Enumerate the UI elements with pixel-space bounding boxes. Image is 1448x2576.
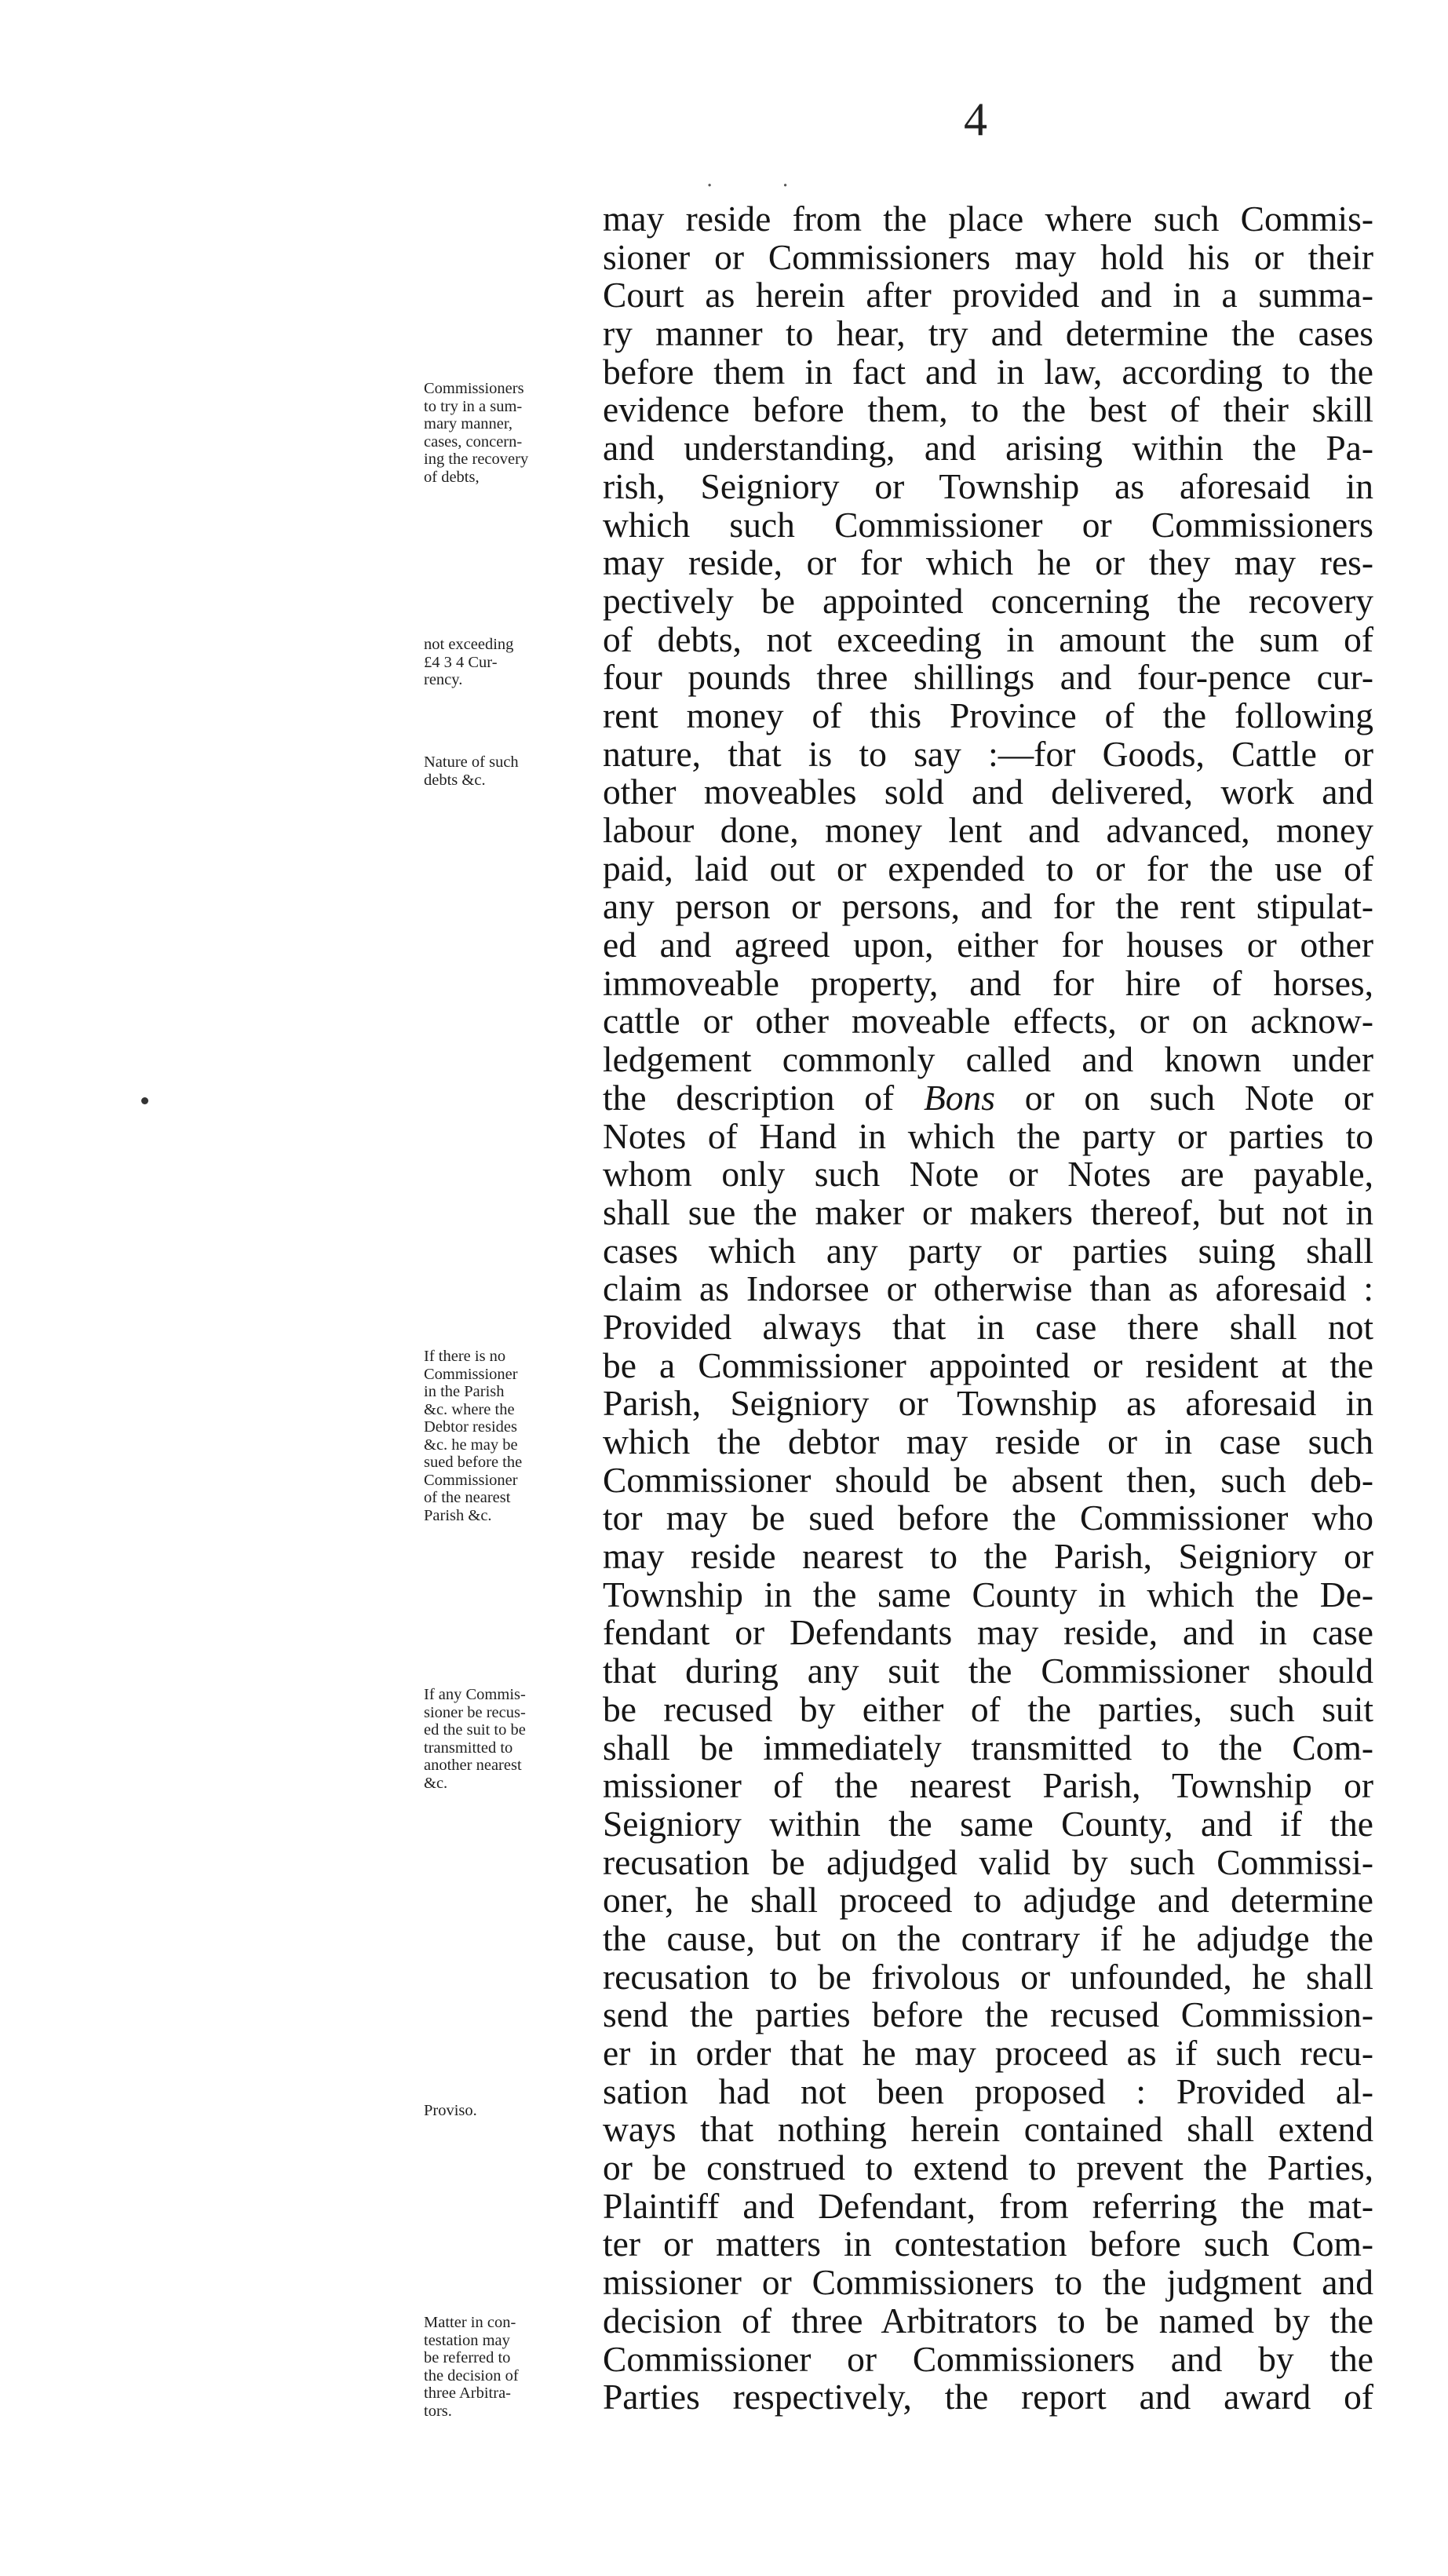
margin-note-line: If any Commis-: [424, 1686, 526, 1703]
margin-note-nature-of-debts: [424, 753, 585, 789]
text-line: ledgement commonly called and known under: [603, 1039, 1373, 1080]
ink-speck: [141, 1097, 148, 1104]
text-line: oner, he shall proceed to adjudge and determine: [603, 1880, 1373, 1921]
text-line: that during any suit the Commissioner should: [603, 1651, 1373, 1691]
margin-note-line: transmitted to: [424, 1739, 513, 1757]
text-line: Township in the same County in which the De-: [603, 1574, 1373, 1615]
text-line: paid, laid out or expended to or for the use of: [603, 848, 1373, 888]
text-fragment: the description of: [603, 1077, 924, 1118]
margin-note-not-exceeding: [424, 636, 585, 689]
text-line: whom only such Note or Notes are payable,: [603, 1154, 1373, 1195]
text-line: immoveable property, and for hire of horses,: [603, 962, 1373, 1003]
text-line: which such Commissioner or Commissioners: [603, 504, 1373, 545]
margin-note-line: the decision of: [424, 2366, 519, 2384]
text-line: four pounds three shillings and four-pence cur-: [603, 657, 1373, 698]
text-line: Plaintiff and Defendant, from referring the mat-: [603, 2185, 1373, 2226]
margin-note-line: be referred to: [424, 2349, 511, 2366]
margin-note-line: testation may: [424, 2331, 510, 2349]
text-line: may reside, or for which he or they may res-: [603, 542, 1373, 583]
italic-term: Bons: [923, 1077, 995, 1118]
text-line: er in order that he may proceed as if such recu-: [603, 2033, 1373, 2073]
text-line: shall sue the maker or makers thereof, but not in: [603, 1191, 1373, 1232]
margin-note-line: of debts,: [424, 468, 480, 486]
margin-note-recused-commissioner: [424, 1686, 585, 1792]
text-line: nature, that is to say :—for Goods, Cattle or: [603, 733, 1373, 774]
margin-note-line: cases, concern-: [424, 432, 523, 451]
margin-note-line: in the Parish: [424, 1383, 505, 1400]
margin-note-line: not exceeding: [424, 636, 514, 653]
margin-note-line: mary manner,: [424, 415, 513, 432]
text-line: sioner or Commissioners may hold his or their: [603, 236, 1373, 277]
text-line: fendant or Defendants may reside, and in case: [603, 1612, 1373, 1653]
margin-note-line: Commissioners: [424, 380, 524, 397]
margin-note-line: ing the recovery: [424, 451, 529, 468]
text-line: evidence before them, to the best of their skill: [603, 389, 1373, 430]
text-line: send the parties before the recused Commission-: [603, 1994, 1373, 2035]
margin-note-line: three Arbitra-: [424, 2384, 511, 2402]
margin-note-line: £4 3 4 Cur-: [424, 653, 498, 671]
margin-note-line: rency.: [424, 671, 463, 688]
text-line: Notes of Hand in which the party or parties to: [603, 1115, 1373, 1156]
text-line: Court as herein after provided and in a summa-: [603, 275, 1373, 316]
margin-note-line: Matter in con-: [424, 2314, 516, 2331]
text-line: which the debtor may reside or in case such: [603, 1421, 1373, 1461]
text-line: cases which any party or parties suing shall: [603, 1230, 1373, 1271]
text-line: Commissioner should be absent then, such deb-: [603, 1459, 1373, 1500]
text-line: rent money of this Province of the following: [603, 695, 1373, 735]
text-line: Seigniory within the same County, and if the: [603, 1803, 1373, 1844]
text-line: and understanding, and arising within the Pa-: [603, 428, 1373, 469]
text-line: tor may be sued before the Commissioner who: [603, 1498, 1373, 1538]
margin-note-arbitrators: [424, 2314, 585, 2420]
text-line: ways that nothing herein contained shall extend: [603, 2109, 1373, 2150]
text-line: Parish, Seigniory or Township as aforesaid in: [603, 1383, 1373, 1424]
text-line: before them in fact and in law, according to the: [603, 351, 1373, 392]
margin-note-line: Parish &c.: [424, 1506, 492, 1524]
text-line: Provided always that in case there shall not: [603, 1306, 1373, 1347]
print-specks: · ·: [706, 174, 820, 198]
text-line: missioner of the nearest Parish, Township or: [603, 1765, 1373, 1806]
text-line: claim as Indorsee or otherwise than as aforesaid :: [603, 1268, 1373, 1309]
main-text-column: [603, 200, 1373, 2417]
margin-note-line: debts &c.: [424, 771, 486, 789]
text-line: ed and agreed upon, either for houses or other: [603, 925, 1373, 965]
text-line: labour done, money lent and advanced, money: [603, 810, 1373, 850]
margin-note-line: Debtor resides: [424, 1418, 517, 1436]
text-line: rish, Seigniory or Township as aforesaid in: [603, 465, 1373, 506]
text-line: [603, 1079, 1373, 1118]
text-line: ry manner to hear, try and determine the cases: [603, 313, 1373, 354]
margin-note-proviso: [424, 2102, 585, 2120]
margin-note-line: Commissioner: [424, 1365, 518, 1383]
margin-note-line: &c. he may be: [424, 1436, 518, 1454]
text-line: cattle or other moveable effects, or on acknow-: [603, 1001, 1373, 1042]
text-line: Commissioner or Commissioners and by the: [603, 2338, 1373, 2379]
margin-note-line: to try in a sum-: [424, 397, 523, 415]
margin-note-line: another nearest: [424, 1757, 522, 1774]
margin-note-line: tors.: [424, 2402, 452, 2420]
margin-note-line: If there is no: [424, 1348, 506, 1365]
margin-note-line: sioner be recus-: [424, 1703, 526, 1721]
text-line: recusation to be frivolous or unfounded, he shall: [603, 1956, 1373, 1997]
margin-note-line: Proviso.: [424, 2102, 477, 2119]
text-fragment: or on such Note or: [994, 1077, 1373, 1118]
text-line: be recused by either of the parties, such suit: [603, 1688, 1373, 1729]
text-line: recusation be adjudged valid by such Commissi-: [603, 1841, 1373, 1882]
text-line: ter or matters in contestation before such Com-: [603, 2224, 1373, 2264]
text-line: may reside from the place where such Commis-: [603, 199, 1373, 239]
page-number: 4: [964, 93, 987, 145]
text-line: any person or persons, and for the rent stipulat-: [603, 886, 1373, 927]
text-line: missioner or Commissioners to the judgment and: [603, 2262, 1373, 2303]
text-line: be a Commissioner appointed or resident at the: [603, 1345, 1373, 1385]
margin-note-line: Commissioner: [424, 1471, 518, 1489]
margin-note-commissioners: [424, 380, 585, 486]
text-line: of debts, not exceeding in amount the sum of: [603, 618, 1373, 659]
text-line: may reside nearest to the Parish, Seigniory or: [603, 1536, 1373, 1577]
margin-note-line: &c.: [424, 1774, 448, 1792]
text-line: or be construed to extend to prevent the Parties,: [603, 2147, 1373, 2188]
margin-note-no-commissioner: [424, 1348, 585, 1524]
text-line: other moveables sold and delivered, work and: [603, 772, 1373, 812]
text-line: shall be immediately transmitted to the Com-: [603, 1727, 1373, 1768]
text-line: pectively be appointed concerning the recovery: [603, 580, 1373, 621]
text-line: the cause, but on the contrary if he adjudge the: [603, 1917, 1373, 1958]
text-line: sation had not been proposed : Provided al-: [603, 2071, 1373, 2111]
margin-note-line: of the nearest: [424, 1489, 511, 1506]
margin-note-line: ed the suit to be: [424, 1721, 526, 1739]
margin-note-line: Nature of such: [424, 753, 519, 771]
margin-note-line: &c. where the: [424, 1400, 515, 1418]
text-line: decision of three Arbitrators to be named by the: [603, 2300, 1373, 2341]
text-line: Parties respectively, the report and award of: [603, 2377, 1373, 2417]
margin-note-line: sued before the: [424, 1454, 523, 1471]
